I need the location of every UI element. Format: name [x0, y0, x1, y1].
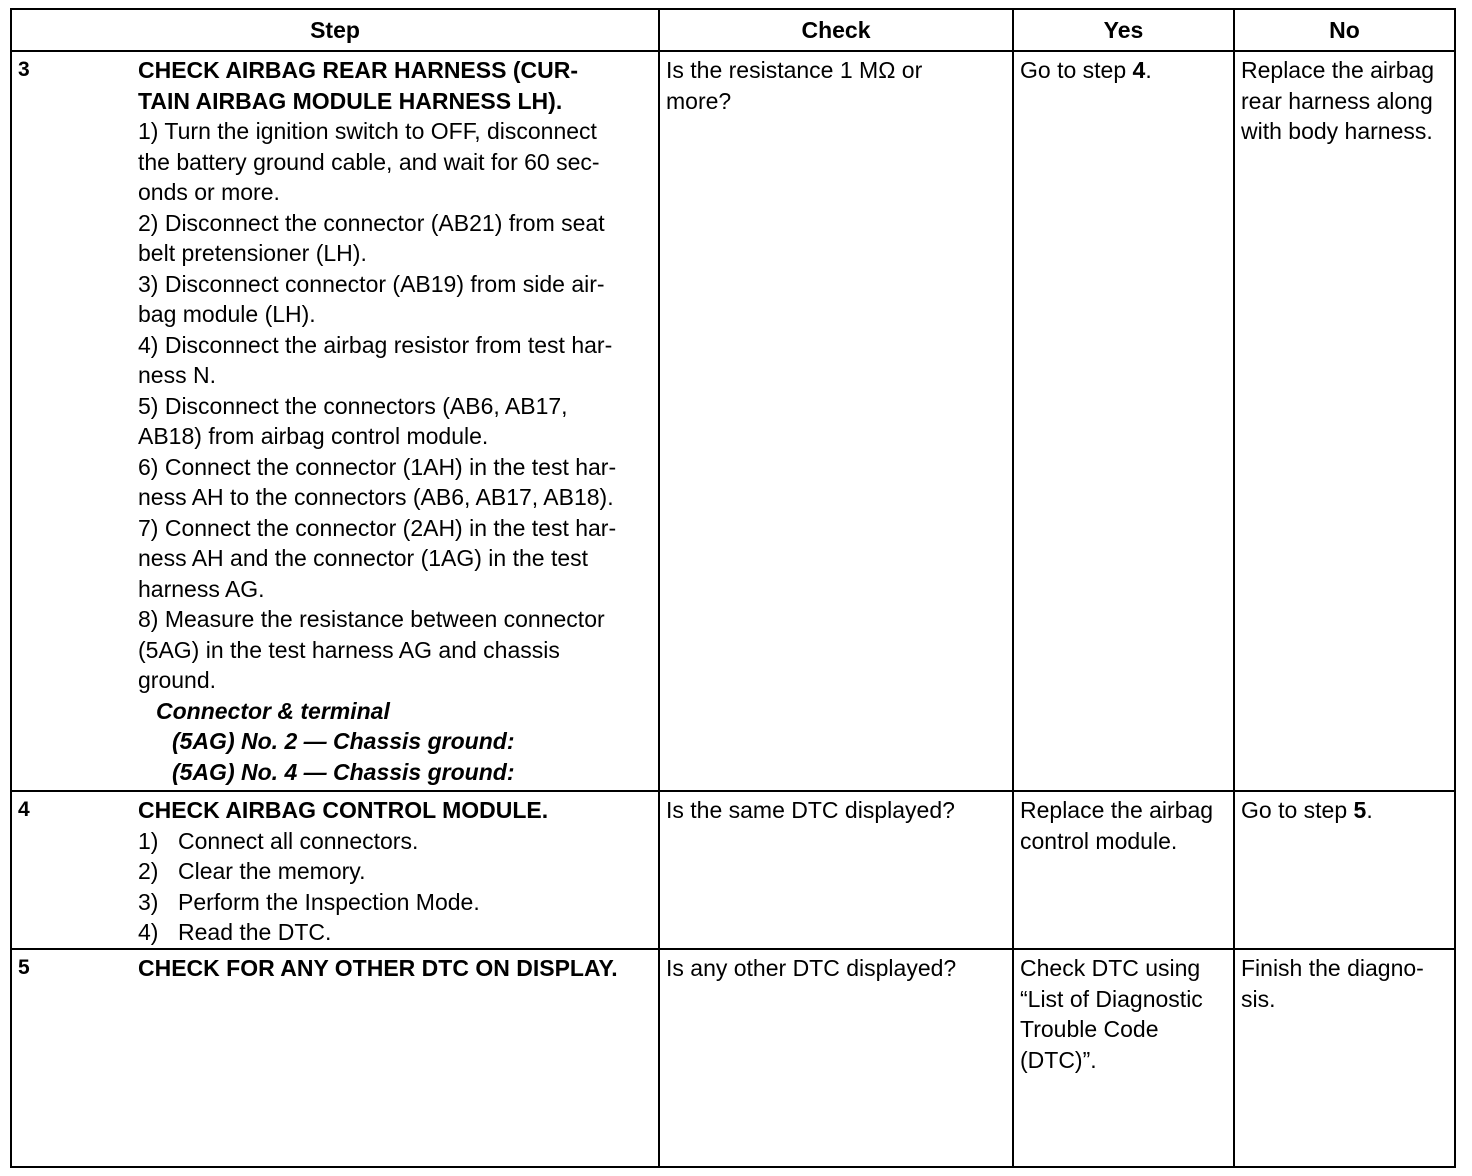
step-cell — [11, 791, 659, 949]
step-body — [138, 55, 658, 787]
no-line: sis. — [1241, 985, 1276, 1012]
yes-cell — [1013, 791, 1234, 949]
yes-line: “List of Diagnostic — [1020, 985, 1203, 1012]
table-row — [11, 791, 1455, 949]
no-text: Go to step 5. — [1241, 797, 1373, 823]
step-cell — [11, 949, 659, 1167]
step-line: AB18) from airbag control module. — [138, 423, 489, 449]
step-line: bag module (LH). — [138, 301, 316, 327]
step-item: 2) Clear the memory. — [138, 858, 366, 884]
yes-line: Trouble Code — [1020, 1016, 1159, 1042]
step-item: 1) Connect all connectors. — [138, 827, 419, 854]
yes-line: Replace the airbag — [1020, 797, 1214, 823]
yes-text: Go to step 4. — [1020, 57, 1152, 83]
step-item: 3) Perform the Inspection Mode. — [138, 888, 480, 915]
spec-line: (5AG) No. 2 — Chassis ground: — [172, 728, 515, 754]
step-line: 3) Disconnect connector (AB19) from side air- — [138, 270, 605, 297]
step-body — [138, 953, 658, 984]
step-line: the battery ground cable, and wait for 60 sec- — [138, 148, 600, 175]
step-line: ness AH and the connector (1AG) in the test — [138, 545, 589, 571]
step-title: CHECK AIRBAG CONTROL MODULE. — [138, 797, 549, 823]
step-line: 1) Turn the ignition switch to OFF, disconnect — [138, 118, 597, 144]
step-line: ground. — [138, 667, 217, 693]
no-line: Replace the airbag — [1241, 57, 1435, 83]
header-yes: Yes — [1013, 9, 1234, 51]
header-row — [11, 9, 1455, 51]
no-cell — [1234, 791, 1455, 949]
yes-line: control module. — [1020, 827, 1178, 854]
step-line: 4) Disconnect the airbag resistor from test har- — [138, 331, 613, 358]
step-body — [138, 795, 658, 948]
yes-cell — [1013, 51, 1234, 791]
step-line: 5) Disconnect the connectors (AB6, AB17, — [138, 392, 568, 419]
diagnostic-table — [10, 8, 1456, 1168]
yes-line: Check DTC using — [1020, 955, 1201, 981]
step-line: ness N. — [138, 362, 216, 388]
step-line: 7) Connect the connector (2AH) in the test har- — [138, 514, 617, 541]
step-line: onds or more. — [138, 179, 280, 205]
check-text: Is any other DTC displayed? — [666, 955, 957, 981]
check-line: Is the resistance 1 MΩ or — [666, 57, 923, 83]
step-reference: 5 — [1353, 797, 1367, 823]
no-cell — [1234, 51, 1455, 791]
step-line: 6) Connect the connector (1AH) in the test har- — [138, 453, 617, 480]
step-line: harness AG. — [138, 575, 265, 602]
step-line: (5AG) in the test harness AG and chassis — [138, 636, 560, 663]
spec-line: (5AG) No. 4 — Chassis ground: — [172, 758, 515, 785]
step-cell — [11, 51, 659, 791]
yes-line: (DTC)”. — [1020, 1046, 1097, 1073]
step-line: belt pretensioner (LH). — [138, 240, 367, 266]
spec-heading: Connector & terminal — [156, 697, 390, 724]
check-cell — [659, 791, 1013, 949]
check-cell — [659, 51, 1013, 791]
step-line: 2) Disconnect the connector (AB21) from seat — [138, 209, 605, 236]
header-check: Check — [659, 9, 1013, 51]
table-row — [11, 51, 1455, 791]
yes-cell — [1013, 949, 1234, 1167]
header-step: Step — [11, 9, 659, 51]
table-row — [11, 949, 1455, 1167]
step-number: 4 — [18, 798, 30, 821]
step-item: 4) Read the DTC. — [138, 919, 332, 945]
check-text: Is the same DTC displayed? — [666, 797, 955, 823]
check-cell — [659, 949, 1013, 1167]
step-number: 3 — [18, 58, 30, 81]
no-line: with body harness. — [1241, 118, 1433, 144]
step-title-line: TAIN AIRBAG MODULE HARNESS LH). — [138, 87, 563, 114]
header-no: No — [1234, 9, 1455, 51]
no-line: Finish the diagno- — [1241, 955, 1424, 981]
no-line: rear harness along — [1241, 87, 1433, 114]
step-reference: 4 — [1132, 57, 1146, 83]
step-line: 8) Measure the resistance between connector — [138, 606, 605, 632]
check-line: more? — [666, 87, 732, 114]
no-cell — [1234, 949, 1455, 1167]
step-number: 5 — [18, 956, 30, 979]
step-line: ness AH to the connectors (AB6, AB17, AB18). — [138, 484, 614, 510]
step-title: CHECK FOR ANY OTHER DTC ON DISPLAY. — [138, 955, 618, 981]
step-title-line: CHECK AIRBAG REAR HARNESS (CUR- — [138, 57, 578, 83]
